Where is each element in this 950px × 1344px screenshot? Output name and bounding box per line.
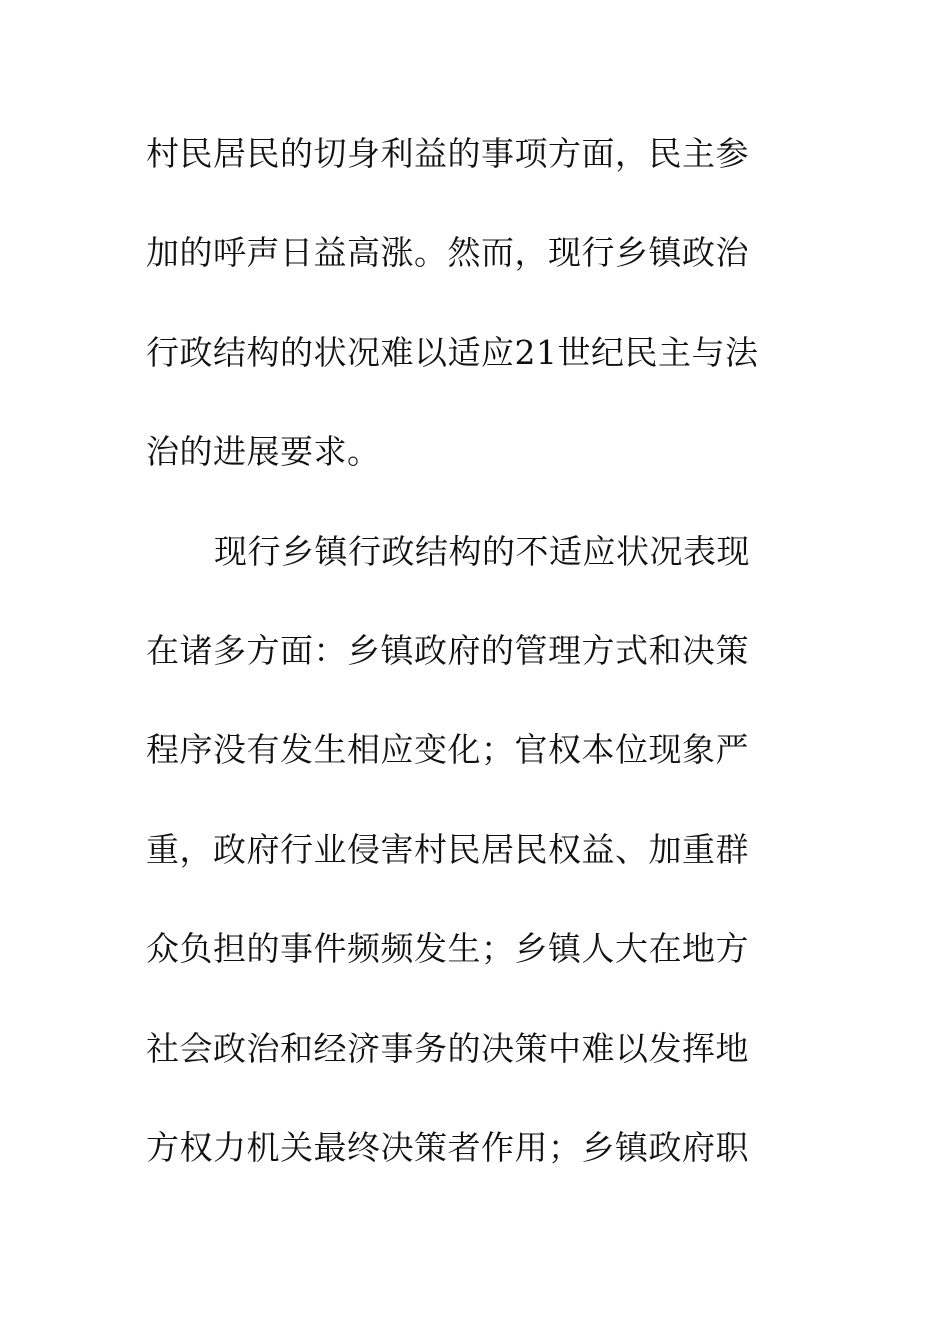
text-line: 行政结构的状况难以适应21世纪民主与法 <box>146 332 759 372</box>
text-line: 重，政府行业侵害村民居民权益、加重群 <box>146 829 749 869</box>
paragraph-1 <box>146 128 806 526</box>
paragraph-2 <box>146 526 806 1222</box>
body-text <box>146 128 806 1221</box>
text-line: 加的呼声日益高涨。然而，现行乡镇政治 <box>146 233 749 273</box>
text-line: 治的进展要求。 <box>146 432 381 472</box>
text-line: 方权力机关最终决策者作用；乡镇政府职 <box>146 1127 749 1167</box>
text-line: 村民居民的切身利益的事项方面，民主参 <box>146 134 749 173</box>
text-line: 社会政治和经济事务的决策中难以发挥地 <box>146 1028 749 1068</box>
text-line: 现行乡镇行政结构的不适应状况表现 <box>214 531 750 571</box>
text-line: 在诸多方面：乡镇政府的管理方式和决策 <box>146 630 749 670</box>
text-line: 众负担的事件频频发生；乡镇人大在地方 <box>146 929 749 969</box>
text-line: 程序没有发生相应变化；官权本位现象严 <box>146 730 749 770</box>
